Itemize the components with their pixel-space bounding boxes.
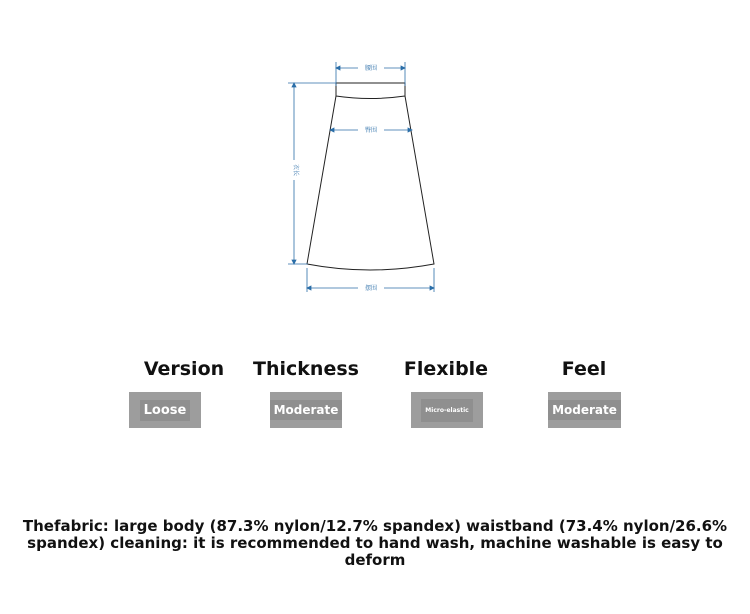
feel-value: Moderate	[548, 400, 621, 420]
version-title: Version	[143, 358, 225, 380]
waist-label: 腰围	[364, 65, 378, 72]
feel-value-box	[548, 392, 621, 428]
length-label: 衣长	[292, 163, 299, 177]
skirt-outline	[307, 83, 434, 270]
fabric-description-line-2: spandex) cleaning: it is recommended to hand wash, machine washable is easy to deform	[27, 534, 723, 569]
flexible-value: Micro-elastic	[421, 399, 472, 422]
thickness-value-box	[270, 392, 342, 428]
version-value-box	[129, 392, 201, 428]
hip-label: 臀围	[364, 127, 378, 134]
thickness-title: Thickness	[253, 358, 359, 380]
version-value: Loose	[140, 400, 191, 421]
feel-title: Feel	[561, 358, 607, 380]
fabric-description-line-1: Thefabric: large body (87.3% nylon/12.7% spandex) waistband (73.4% nylon/26.6%	[22, 517, 728, 535]
fabric-description	[0, 518, 750, 569]
flexible-value-box	[411, 392, 483, 428]
hem-label: 摆围	[364, 285, 378, 292]
thickness-value: Moderate	[270, 400, 343, 420]
flexible-title: Flexible	[403, 358, 489, 380]
